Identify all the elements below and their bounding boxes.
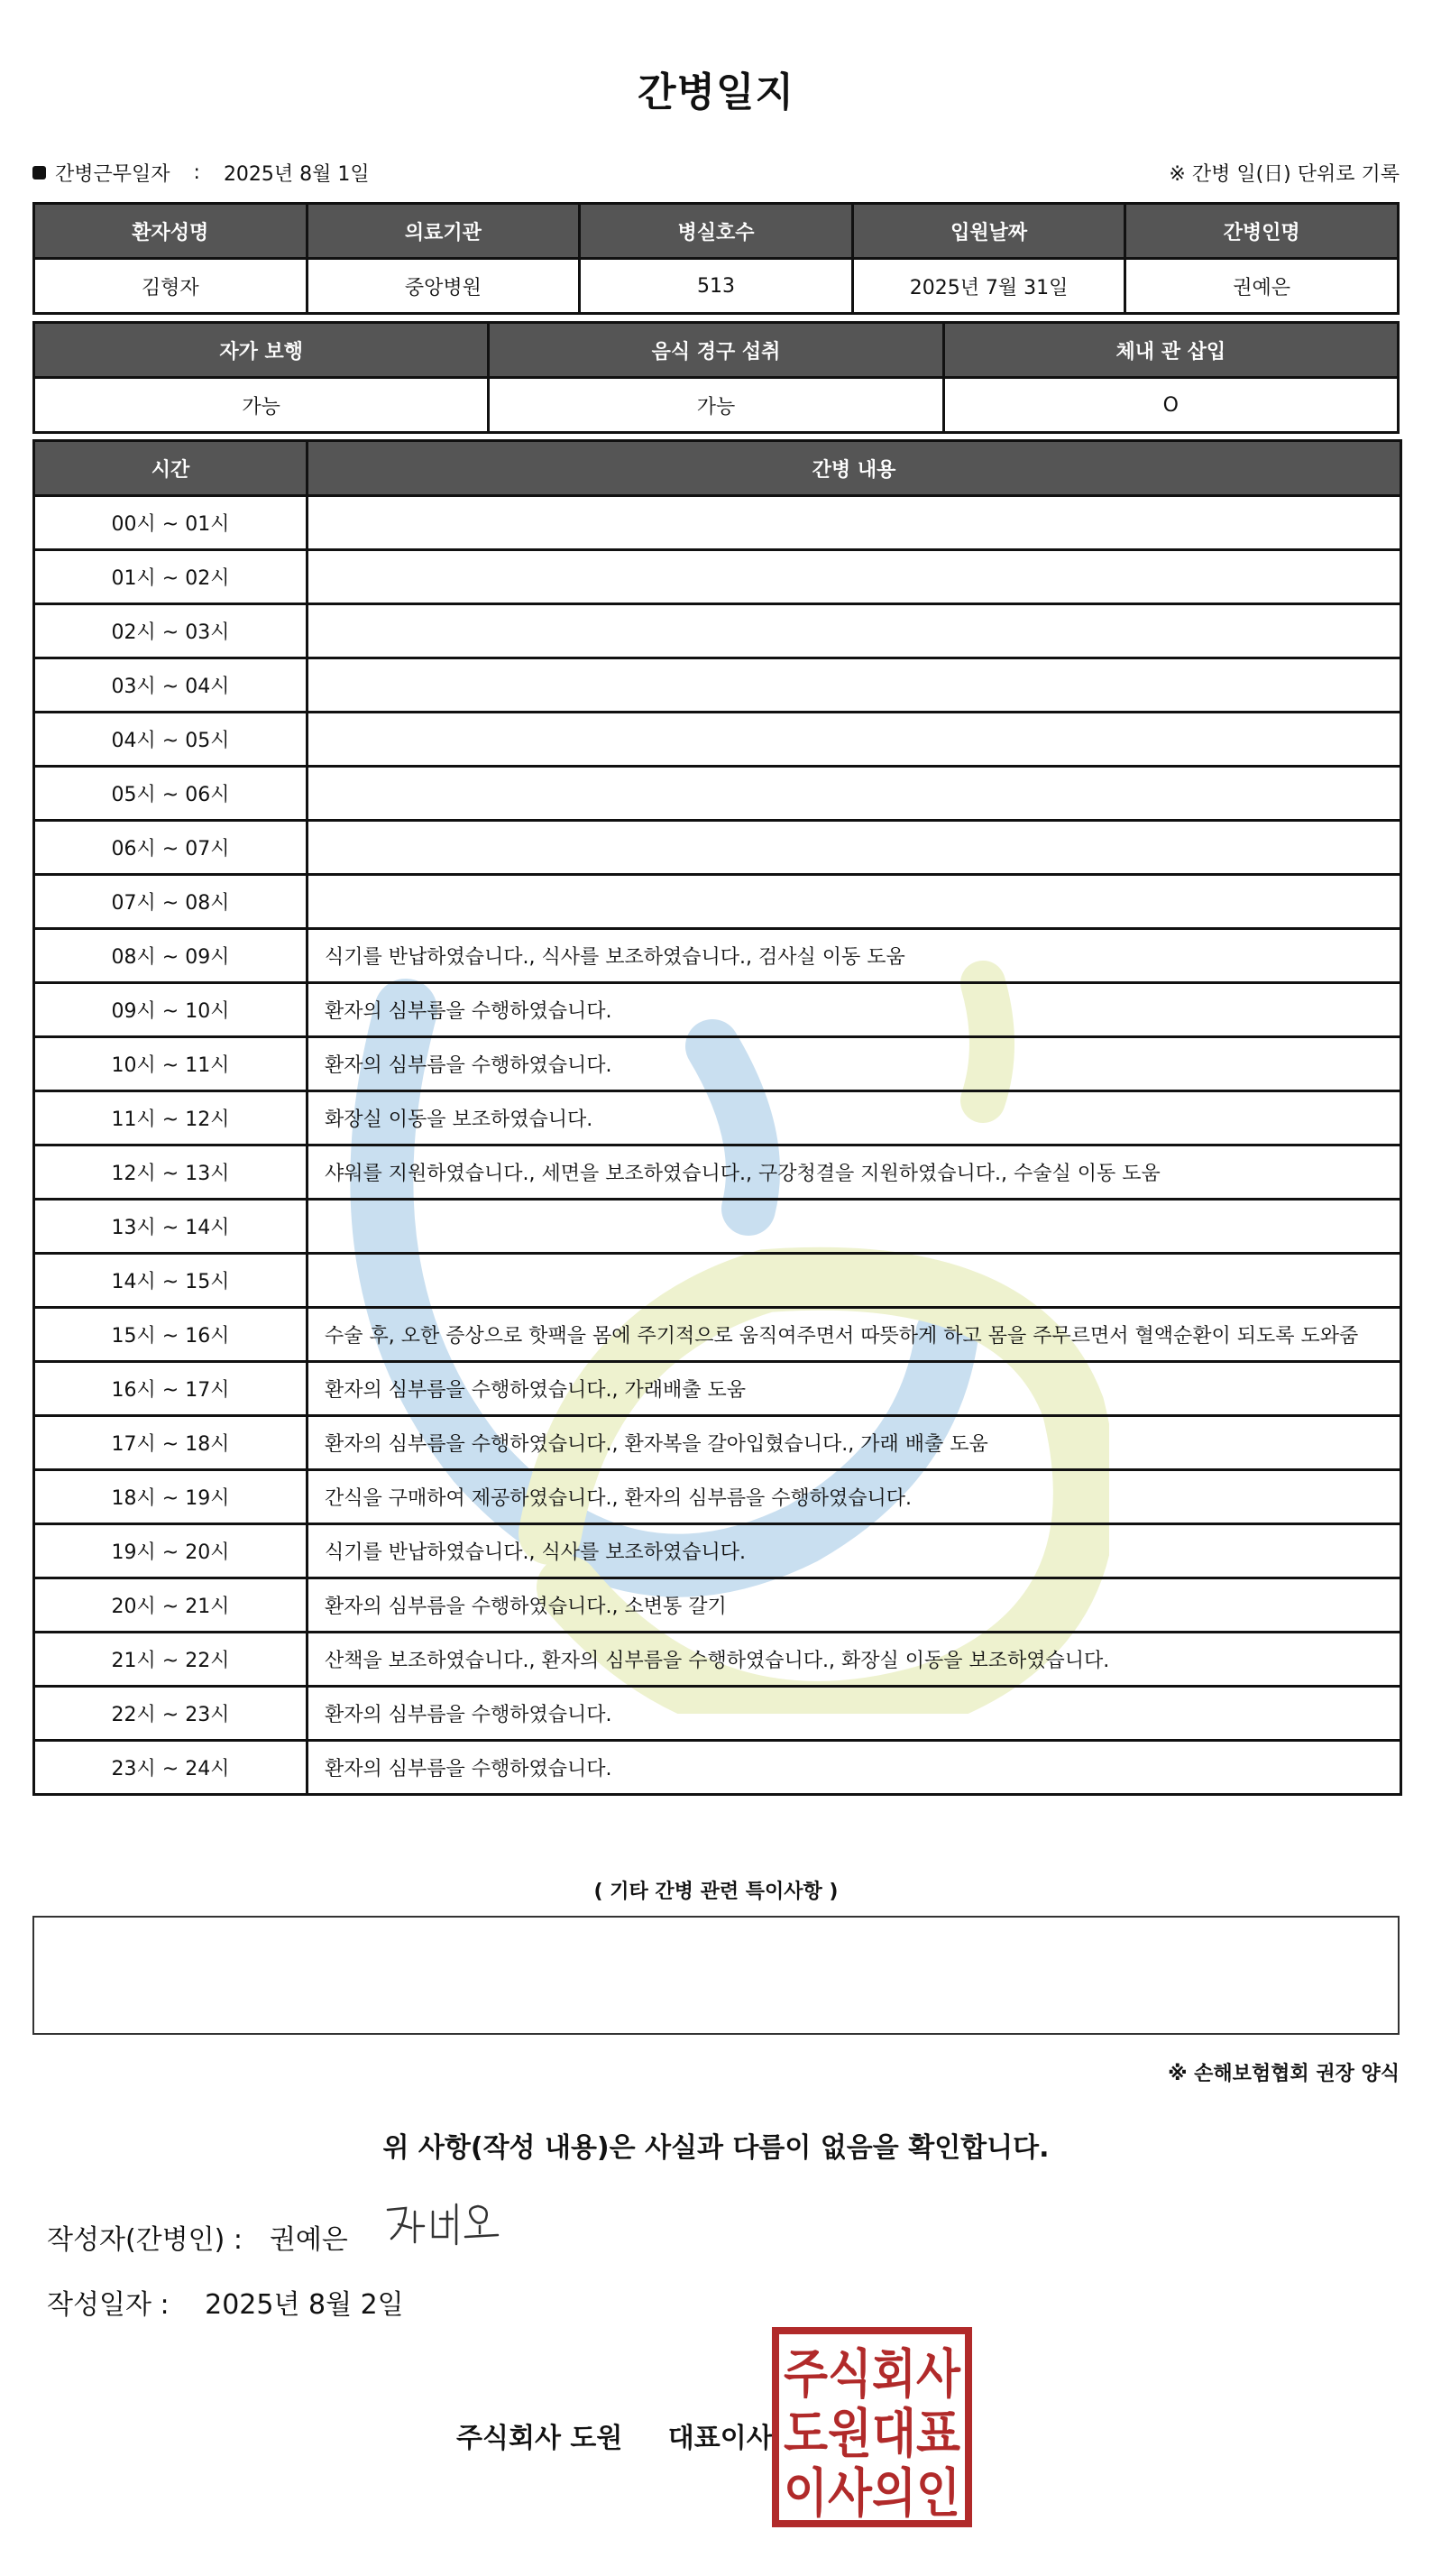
time-cell: 16시 ~ 17시 xyxy=(34,1362,308,1416)
time-cell: 18시 ~ 19시 xyxy=(34,1470,308,1524)
room-number-cell: 513 xyxy=(580,259,853,314)
notes-box xyxy=(32,1916,1400,2035)
work-date xyxy=(32,159,370,187)
writer-line xyxy=(47,2217,348,2257)
care-log-body xyxy=(34,496,1401,1795)
care-content-cell: 환자의 심부름을 수행하였습니다. xyxy=(308,1037,1401,1091)
care-content-cell: 환자의 심부름을 수행하였습니다. xyxy=(308,1741,1401,1795)
care-content-cell: 수술 후, 오한 증상으로 핫팩을 몸에 주기적으로 움직여주면서 따뜻하게 하고 몸을 주무르면서 혈액순환이 되도록 도와줌 xyxy=(308,1308,1401,1362)
care-content-cell xyxy=(308,658,1401,713)
care-content-cell: 샤워를 지원하였습니다., 세면을 보조하였습니다., 구강청결을 지원하였습니다., 수술실 이동 도움 xyxy=(308,1145,1401,1200)
time-header: 시간 xyxy=(34,441,308,496)
table-row xyxy=(34,550,1401,604)
care-content-cell xyxy=(308,1254,1401,1308)
caregiver-name-cell: 권예은 xyxy=(1125,259,1399,314)
table-row xyxy=(34,496,1401,550)
table-row xyxy=(34,875,1401,929)
table-row xyxy=(34,1037,1401,1091)
care-content-cell: 화장실 이동을 보조하였습니다. xyxy=(308,1091,1401,1145)
care-log-table xyxy=(32,439,1402,1796)
care-content-cell xyxy=(308,713,1401,767)
patient-name-cell: 김형자 xyxy=(34,259,308,314)
care-content-cell xyxy=(308,550,1401,604)
time-cell: 12시 ~ 13시 xyxy=(34,1145,308,1200)
table-row xyxy=(34,1308,1401,1362)
care-content-cell xyxy=(308,496,1401,550)
svg-text:도원대표: 도원대표 xyxy=(784,2403,960,2464)
company-seal xyxy=(772,2327,972,2527)
self-walking-cell: 가능 xyxy=(34,378,489,433)
time-cell: 22시 ~ 23시 xyxy=(34,1687,308,1741)
recommendation-note: ※ 손해보험협회 권장 양식 xyxy=(1168,2063,1400,2085)
care-content-cell xyxy=(308,875,1401,929)
care-content-cell: 환자의 심부름을 수행하였습니다., 가래배출 도움 xyxy=(308,1362,1401,1416)
time-cell: 00시 ~ 01시 xyxy=(34,496,308,550)
handwritten-signature xyxy=(379,2192,505,2255)
care-content-cell xyxy=(308,604,1401,658)
table-row xyxy=(34,1524,1401,1578)
hospital-cell: 중앙병원 xyxy=(307,259,580,314)
care-content-cell: 간식을 구매하여 제공하였습니다., 환자의 심부름을 수행하였습니다. xyxy=(308,1470,1401,1524)
time-cell: 23시 ~ 24시 xyxy=(34,1741,308,1795)
header-cell: 병실호수 xyxy=(580,204,853,259)
time-cell: 21시 ~ 22시 xyxy=(34,1633,308,1687)
care-content-cell: 환자의 심부름을 수행하였습니다., 환자복을 갈아입혔습니다., 가래 배출 도움 xyxy=(308,1416,1401,1470)
care-content-cell xyxy=(308,821,1401,875)
time-cell: 14시 ~ 15시 xyxy=(34,1254,308,1308)
notes-title: ( 기타 간병 관련 특이사항 ) xyxy=(593,1881,839,1903)
time-cell: 02시 ~ 03시 xyxy=(34,604,308,658)
table-row xyxy=(34,983,1401,1037)
time-cell: 04시 ~ 05시 xyxy=(34,713,308,767)
time-cell: 15시 ~ 16시 xyxy=(34,1308,308,1362)
table-row xyxy=(34,767,1401,821)
table-row xyxy=(34,1633,1401,1687)
table-row xyxy=(34,1145,1401,1200)
care-log-header-row xyxy=(34,441,1401,496)
time-cell: 17시 ~ 18시 xyxy=(34,1416,308,1470)
patient-status-header-row xyxy=(34,323,1399,378)
header-cell: 입원날짜 xyxy=(852,204,1125,259)
bullet-square-icon xyxy=(32,166,46,179)
care-content-cell: 환자의 심부름을 수행하였습니다. xyxy=(308,983,1401,1037)
patient-status-table xyxy=(32,321,1400,434)
writer-name: 권예은 xyxy=(269,2224,348,2256)
svg-text:이사의인: 이사의인 xyxy=(784,2462,960,2524)
page-title: 간병일지 xyxy=(637,69,794,115)
tube-insertion-cell: O xyxy=(943,378,1398,433)
table-row xyxy=(34,713,1401,767)
work-date-value: 2025년 8월 1일 xyxy=(223,163,370,186)
company-rep-title: 대표이사 xyxy=(667,2423,773,2454)
care-content-cell: 환자의 심부름을 수행하였습니다., 소변통 갈기 xyxy=(308,1578,1401,1633)
patient-info-value-row xyxy=(34,259,1399,314)
confirmation-statement: 위 사항(작성 내용)은 사실과 다름이 없음을 확인합니다. xyxy=(382,2132,1050,2164)
patient-status-value-row xyxy=(34,378,1399,433)
care-content-cell: 식기를 반납하였습니다., 식사를 보조하였습니다., 검사실 이동 도움 xyxy=(308,929,1401,983)
header-cell: 음식 경구 섭취 xyxy=(489,323,943,378)
time-cell: 13시 ~ 14시 xyxy=(34,1200,308,1254)
header-cell: 간병인명 xyxy=(1125,204,1399,259)
work-date-label: 간병근무일자 xyxy=(55,163,170,186)
table-row xyxy=(34,1362,1401,1416)
time-cell: 19시 ~ 20시 xyxy=(34,1524,308,1578)
table-row xyxy=(34,658,1401,713)
header-cell: 자가 보행 xyxy=(34,323,489,378)
daily-record-note: ※ 간병 일(日) 단위로 기록 xyxy=(1169,163,1400,186)
time-cell: 05시 ~ 06시 xyxy=(34,767,308,821)
time-cell: 08시 ~ 09시 xyxy=(34,929,308,983)
header-cell: 환자성명 xyxy=(34,204,308,259)
patient-info-header-row xyxy=(34,204,1399,259)
writer-label: 작성자(간병인) : xyxy=(47,2224,243,2256)
time-cell: 11시 ~ 12시 xyxy=(34,1091,308,1145)
time-cell: 09시 ~ 10시 xyxy=(34,983,308,1037)
table-row xyxy=(34,1578,1401,1633)
table-row xyxy=(34,1091,1401,1145)
care-content-cell: 환자의 심부름을 수행하였습니다. xyxy=(308,1687,1401,1741)
header-cell: 의료기관 xyxy=(307,204,580,259)
care-content-cell xyxy=(308,1200,1401,1254)
table-row xyxy=(34,929,1401,983)
time-cell: 06시 ~ 07시 xyxy=(34,821,308,875)
care-content-cell: 식기를 반납하였습니다., 식사를 보조하였습니다. xyxy=(308,1524,1401,1578)
company-name: 주식회사 도원 xyxy=(456,2423,623,2454)
table-row xyxy=(34,1470,1401,1524)
table-row xyxy=(34,604,1401,658)
table-row xyxy=(34,1416,1401,1470)
admission-date-cell: 2025년 7월 31일 xyxy=(852,259,1125,314)
table-row xyxy=(34,1687,1401,1741)
write-date-line xyxy=(47,2282,404,2322)
time-cell: 10시 ~ 11시 xyxy=(34,1037,308,1091)
table-row xyxy=(34,1741,1401,1795)
svg-text:주식회사: 주식회사 xyxy=(784,2343,961,2405)
care-content-cell: 산책을 보조하였습니다., 환자의 심부름을 수행하였습니다., 화장실 이동을 보조하였습니다. xyxy=(308,1633,1401,1687)
time-cell: 03시 ~ 04시 xyxy=(34,658,308,713)
write-date-value: 2025년 8월 2일 xyxy=(205,2289,404,2321)
time-cell: 01시 ~ 02시 xyxy=(34,550,308,604)
company-line xyxy=(456,2415,773,2455)
patient-info-table xyxy=(32,202,1400,315)
content-header: 간병 내용 xyxy=(308,441,1401,496)
time-cell: 07시 ~ 08시 xyxy=(34,875,308,929)
care-content-cell xyxy=(308,767,1401,821)
time-cell: 20시 ~ 21시 xyxy=(34,1578,308,1633)
header-cell: 체내 관 삽입 xyxy=(943,323,1398,378)
table-row xyxy=(34,821,1401,875)
work-date-colon: : xyxy=(193,161,200,184)
write-date-label: 작성일자 : xyxy=(47,2289,170,2321)
table-row xyxy=(34,1254,1401,1308)
oral-intake-cell: 가능 xyxy=(489,378,943,433)
table-row xyxy=(34,1200,1401,1254)
